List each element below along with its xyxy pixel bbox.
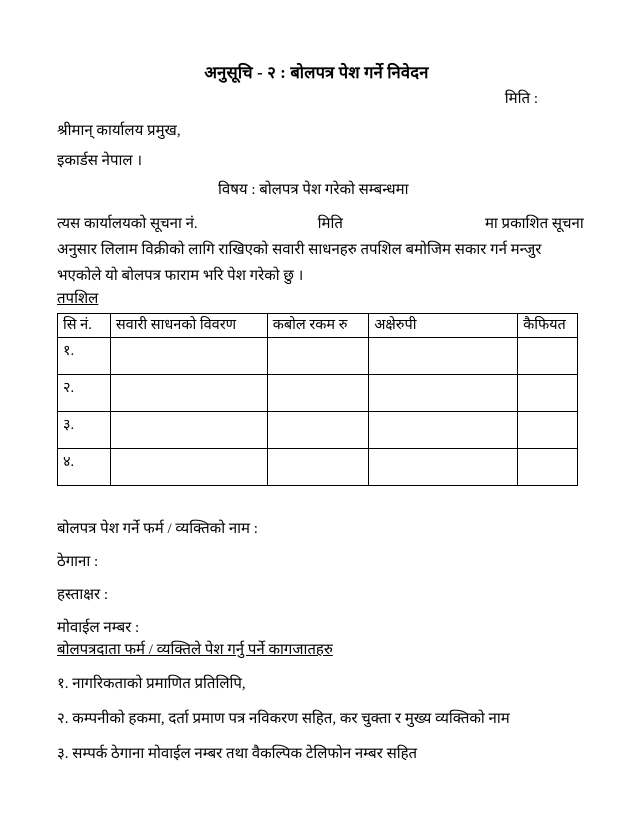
cell-description[interactable]	[110, 449, 267, 486]
body-line-1-part-2: मिति	[317, 216, 343, 232]
body-line-1-part-1: त्यस कार्यालयको सूचना नं.	[57, 216, 198, 232]
cell-remarks[interactable]	[518, 338, 578, 375]
detail-section-label: तपशिल	[57, 291, 99, 307]
body-line-1-part-3: मा प्रकाशित सूचना	[484, 216, 584, 232]
required-documents-heading: बोलपत्रदाता फर्म / व्यक्तिले पेश गर्नु पर्ने कागजातहरु	[57, 642, 333, 658]
addressee-line-2: इकार्डस नेपाल ।	[57, 153, 143, 169]
column-header-in-words: अक्षेरुपी	[369, 314, 518, 338]
table-row	[58, 412, 578, 449]
column-header-serial: सि नं.	[58, 314, 111, 338]
field-address: ठेगाना :	[57, 554, 99, 570]
cell-serial: ४.	[58, 449, 111, 486]
cell-in-words[interactable]	[369, 375, 518, 412]
cell-amount[interactable]	[267, 375, 369, 412]
cell-remarks[interactable]	[518, 412, 578, 449]
cell-serial: ३.	[58, 412, 111, 449]
bid-items-table	[57, 313, 578, 486]
field-mobile-number: मोवाईल नम्बर :	[57, 620, 140, 636]
body-line-1	[57, 211, 584, 237]
field-signature: हस्ताक्षर :	[57, 587, 109, 603]
body-paragraph	[57, 211, 584, 289]
cell-description[interactable]	[110, 338, 267, 375]
column-header-remarks: कैफियत	[518, 314, 578, 338]
column-header-description: सवारी साधनको विवरण	[110, 314, 267, 338]
page-title: अनुसूचि - २ : बोलपत्र पेश गर्ने निवेदन	[204, 63, 429, 82]
subject-line: विषय : बोलपत्र पेश गरेको सम्बन्धमा	[218, 182, 409, 198]
signature-form-fields	[57, 518, 258, 650]
list-item: १. नागरिकताको प्रमाणित प्रतिलिपि,	[57, 676, 246, 692]
cell-remarks[interactable]	[518, 449, 578, 486]
required-documents-list	[57, 673, 510, 778]
cell-in-words[interactable]	[369, 338, 518, 375]
cell-amount[interactable]	[267, 338, 369, 375]
cell-description[interactable]	[110, 375, 267, 412]
table-body	[58, 338, 578, 486]
addressee-line-1: श्रीमान् कार्यालय प्रमुख,	[57, 123, 181, 139]
column-header-amount: कबोल रकम रु	[267, 314, 369, 338]
list-item: ३. सम्पर्क ठेगाना मोवाईल नम्बर तथा वैकल्पिक टेलिफोन नम्बर सहित	[57, 746, 418, 762]
table-row	[58, 449, 578, 486]
table-row	[58, 375, 578, 412]
field-bidder-name: बोलपत्र पेश गर्ने फर्म / व्यक्तिको नाम :	[57, 521, 258, 537]
cell-in-words[interactable]	[369, 449, 518, 486]
cell-serial: २.	[58, 375, 111, 412]
body-line-3: भएकोले यो बोलपत्र फाराम भरि पेश गरेको छु ।	[57, 268, 304, 284]
table-header-row	[58, 314, 578, 338]
list-item: २. कम्पनीको हकमा, दर्ता प्रमाण पत्र नविकरण सहित, कर चुक्ता र मुख्य व्यक्तिको नाम	[57, 711, 510, 727]
body-line-2: अनुसार लिलाम विक्रीको लागि राखिएको सवारी साधनहरु तपशिल बमोजिम सकार गर्न मन्जुर	[57, 242, 542, 258]
date-label: मिति :	[504, 91, 538, 107]
table-header	[58, 314, 578, 338]
cell-amount[interactable]	[267, 412, 369, 449]
cell-serial: १.	[58, 338, 111, 375]
cell-amount[interactable]	[267, 449, 369, 486]
cell-description[interactable]	[110, 412, 267, 449]
cell-remarks[interactable]	[518, 375, 578, 412]
table-row	[58, 338, 578, 375]
cell-in-words[interactable]	[369, 412, 518, 449]
